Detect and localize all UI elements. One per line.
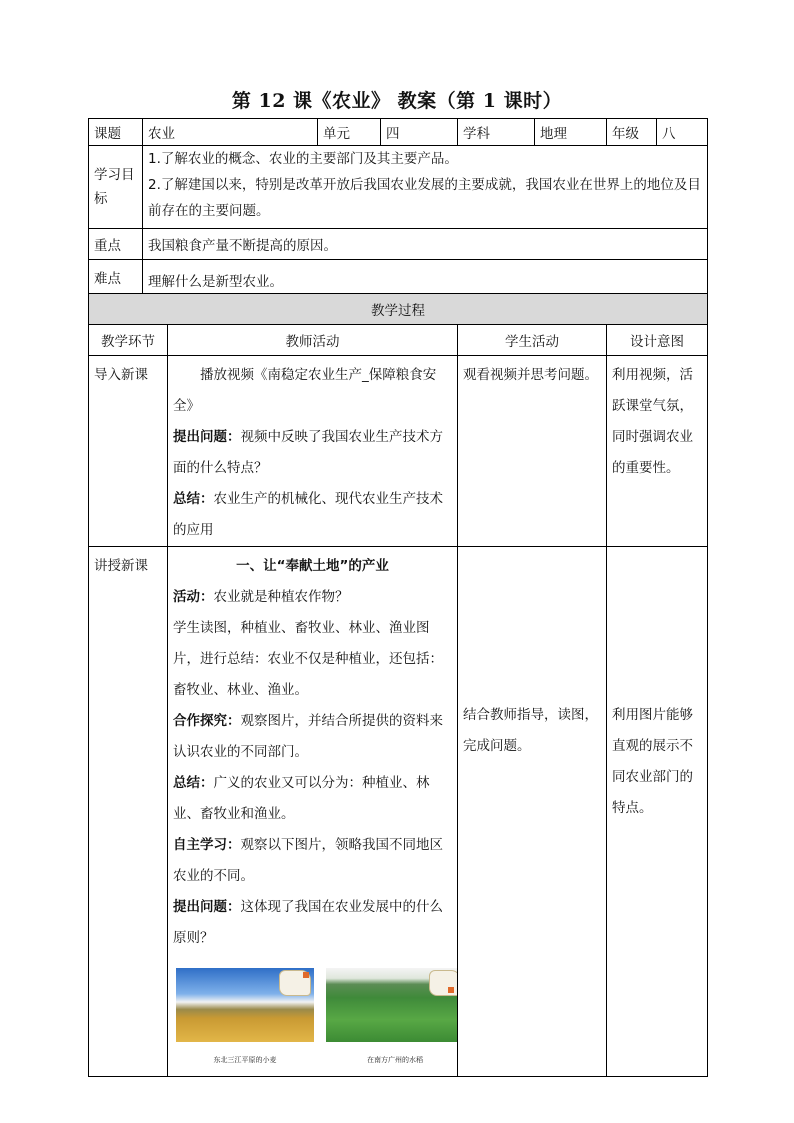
unit-value: 四 [381, 119, 458, 146]
rice-field-photo [326, 968, 458, 1042]
summary-text: 广义的农业又可以分为：种植业、林业、畜牧业和渔业。 [173, 775, 430, 822]
key-point-label: 重点 [89, 229, 143, 260]
intro-design-intent: 利用视频，活跃课堂气氛，同时强调农业的重要性。 [607, 356, 708, 547]
intro-question-text: 视频中反映了我国农业生产技术方面的什么特点？ [173, 429, 443, 476]
process-columns-row [89, 325, 708, 356]
objective-item: 2.了解建国以来，特别是改革开放后我国农业发展的主要成就，我国农业在世界上的地位及目前存在的主要问题。 [148, 177, 701, 219]
lesson-plan-table [88, 118, 708, 1077]
difficulty-row [89, 260, 708, 294]
subject-value: 地理 [535, 119, 607, 146]
question-label: 提出问题： [173, 899, 241, 915]
photo-caption: 在南方广州的水稻 [367, 1056, 423, 1064]
subject-label: 学科 [458, 119, 535, 146]
self-study-text: 观察以下图片，领略我国不同地区农业的不同。 [173, 837, 443, 884]
intro-summary-text: 农业生产的机械化、现代农业生产技术的应用 [173, 491, 443, 538]
key-point-text: 我国粮食产量不断提高的原因。 [143, 229, 708, 260]
intro-summary-label: 总结： [173, 491, 214, 507]
intro-video: 播放视频《南稳定农业生产_保障粮食安全》 [173, 367, 437, 414]
key-point-row [89, 229, 708, 260]
column-header: 教师活动 [168, 325, 458, 356]
lecture-student-activity: 结合教师指导，读图，完成问题。 [458, 547, 607, 1077]
info-row [89, 119, 708, 146]
topic-label: 课题 [89, 119, 143, 146]
column-header: 学生活动 [458, 325, 607, 356]
topic-value: 农业 [143, 119, 318, 146]
activity-text: 农业就是种植农作物？ [213, 589, 349, 605]
reading-text: 学生读图，种植业、畜牧业、林业、渔业图片，进行总结：农业不仅是种植业，还包括：畜牧业、林业、渔业。 [173, 620, 443, 698]
grade-label: 年级 [607, 119, 657, 146]
lecture-design-intent: 利用图片能够直观的展示不同农业部门的特点。 [607, 547, 708, 1077]
page-title: 第 12 课《农业》 教案（第 1 课时） [231, 90, 563, 112]
cooperation-text: 观察图片，并结合所提供的资料来认识农业的不同部门。 [173, 713, 443, 760]
intro-stage: 导入新课 [89, 356, 168, 547]
lecture-stage: 讲授新课 [89, 547, 168, 1077]
intro-row [89, 356, 708, 547]
intro-student-activity: 观看视频并思考问题。 [458, 356, 607, 547]
cooperation-label: 合作探究： [173, 713, 241, 729]
unit-label: 单元 [318, 119, 381, 146]
photo-caption: 东北三江平原的小麦 [213, 1056, 277, 1064]
activity-label: 活动： [173, 589, 214, 605]
objective-item: 1.了解农业的概念、农业的主要部门及其主要产品。 [148, 151, 458, 167]
question-text: 这体现了我国在农业发展中的什么原则？ [173, 899, 443, 946]
process-header: 教学过程 [89, 294, 708, 325]
summary-label: 总结： [173, 775, 214, 791]
self-study-label: 自主学习： [173, 837, 241, 853]
photo-group [173, 968, 452, 1064]
lecture-heading: 一、让“奉献土地”的产业 [236, 558, 389, 574]
grade-value: 八 [657, 119, 708, 146]
difficulty-label: 难点 [89, 260, 143, 294]
lecture-row [89, 547, 708, 1077]
intro-question-label: 提出问题： [173, 429, 241, 445]
objectives-row [89, 146, 708, 229]
objectives-label: 学习目标 [89, 146, 143, 229]
china-map-icon [429, 970, 458, 996]
column-header: 设计意图 [607, 325, 708, 356]
china-map-icon [279, 970, 311, 996]
column-header: 教学环节 [89, 325, 168, 356]
wheat-field-photo [176, 968, 314, 1042]
difficulty-text: 理解什么是新型农业。 [143, 260, 708, 294]
